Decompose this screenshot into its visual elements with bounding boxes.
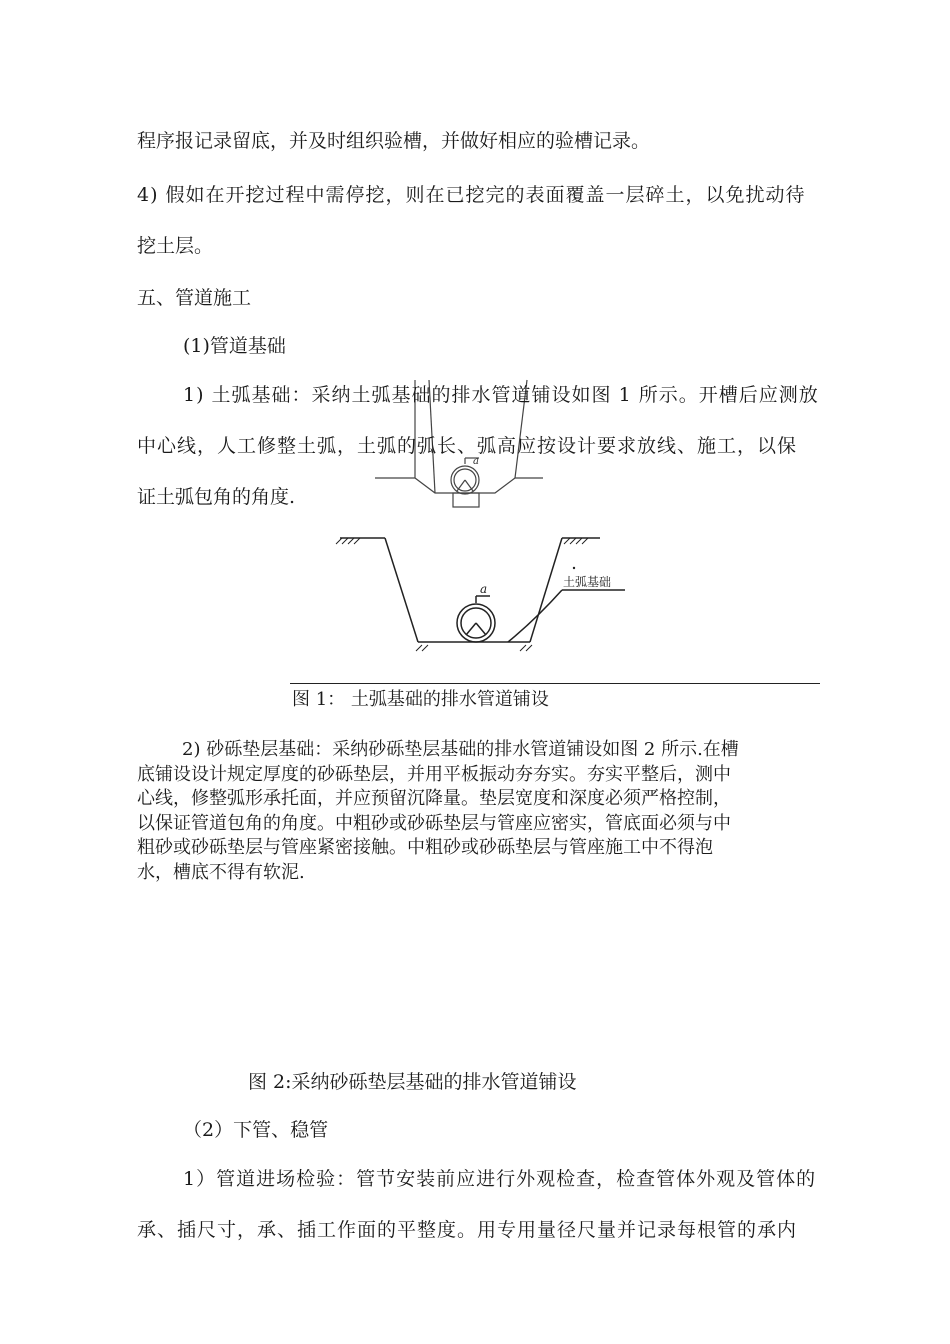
- text-line: 承、插尺寸，承、插工作面的平整度。用专用量径尺量并记录每根管的承内: [137, 1219, 798, 1241]
- text-line: 2) 砂砾垫层基础：采纳砂砾垫层基础的排水管道铺设如图 2 所示.在槽: [182, 739, 739, 760]
- subsection-heading: (1)管道基础: [183, 335, 286, 357]
- text-line: 粗砂或砂砾垫层与管座紧密接触。中粗砂或砂砾垫层与管座施工中不得泡: [137, 837, 713, 858]
- text-line: 4) 假如在开挖过程中需停挖，则在已挖完的表面覆盖一层碎土，以免扰动待: [137, 184, 806, 206]
- figure1-diagram: [330, 530, 630, 660]
- subsection-heading: （2）下管、稳管: [183, 1119, 329, 1141]
- figure1-label-foundation: 土弧基础: [563, 575, 612, 589]
- figure2-caption: 图 2:采纳砂砾垫层基础的排水管道铺设: [248, 1071, 577, 1093]
- text-line: 证土弧包角的角度.: [137, 486, 296, 508]
- text-line: 水，槽底不得有软泥.: [137, 861, 305, 883]
- text-line: 程序报记录留底，并及时组织验槽，并做好相应的验槽记录。: [137, 130, 651, 152]
- paragraph-2: [137, 738, 823, 885]
- figure1-label-a: a: [480, 582, 488, 596]
- text-line: 1）管道进场检验：管节安装前应进行外观检查，检查管体外观及管体的: [183, 1168, 817, 1190]
- text-line: 1) 土弧基础：采纳土弧基础的排水管道铺设如图 1 所示。开槽后应测放: [183, 384, 819, 406]
- section-heading: 五、管道施工: [137, 287, 252, 309]
- text-line: 挖土层。: [137, 235, 214, 257]
- text-line: 以保证管道包角的角度。中粗砂或砂砾垫层与管座应密实，管底面必须与中: [137, 812, 731, 834]
- figure1-label-a-small: a: [473, 456, 479, 467]
- text-line: 底铺设设计规定厚度的砂砾垫层，并用平板振动夯夯实。夯实平整后，测中: [137, 763, 731, 785]
- text-line: 心线，修整弧形承托面，并应预留沉降量。垫层宽度和深度必须严格控制，: [137, 788, 731, 809]
- caption-rule: [290, 683, 820, 684]
- figure1-caption: 图 1： 土弧基础的排水管道铺设: [292, 689, 549, 710]
- text-line: 中心线，人工修整土弧，土弧的弧长、弧高应按设计要求放线、施工，以保: [137, 435, 798, 457]
